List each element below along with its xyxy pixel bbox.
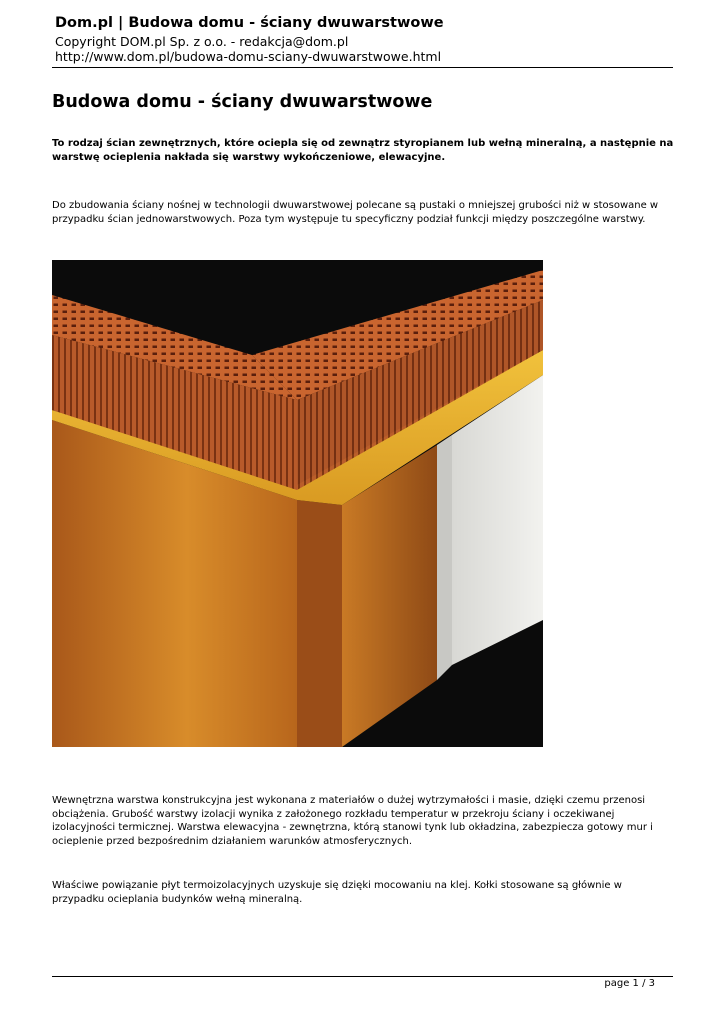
article-paragraph-2: Wewnętrzna warstwa konstrukcyjna jest wykonana z materiałów o dużej wytrzymałości i masie, dzięki czemu przenosi obciążenia. Grubość warstwy izolacji wynika z założonego rozkładu temperatur w przekroju ściany i oczekiwanej izolacyjności termicznej. Warstwa elewacyjna - zewnętrzna, którą stanowi tynk lub okładzina, zabezpiecza gotowy mur i ocieplenie przed bezpośrednim działaniem warunków atmosferycznych. xyxy=(52,795,653,847)
article-paragraph-3: Właściwe powiązanie płyt termoizolacyjnych uzyskuje się dzięki mocowaniu na klej. Kołki stosowane są głównie w przypadku ocieplania budynków wełną mineralną. xyxy=(52,880,622,905)
styrofoam-edge xyxy=(437,435,452,680)
document-header-title: Dom.pl | Budowa domu - ściany dwuwarstwowe xyxy=(55,15,444,31)
article-paragraph-1: Do zbudowania ściany nośnej w technologii dwuwarstwowej polecane są pustaki o mniejszej grubości niż w stosowane w przypadku ścian jednowarstwowych. Poza tym występuje tu specyficzny podział funkcji między poszczególne warstwy. xyxy=(52,200,659,225)
page-number: page 1 / 3 xyxy=(604,978,655,989)
footer-divider xyxy=(52,976,673,977)
article-title: Budowa domu - ściany dwuwarstwowe xyxy=(52,92,433,112)
mineral-wool-edge xyxy=(297,500,342,747)
wall-layers-photo xyxy=(52,260,543,747)
header-url: http://www.dom.pl/budowa-domu-sciany-dwuwarstwowe.html xyxy=(55,49,442,64)
header-copyright: Copyright DOM.pl Sp. z o.o. - redakcja@dom.pl xyxy=(55,34,349,49)
article-lead: To rodzaj ścian zewnętrznych, które ociepla się od zewnątrz styropianem lub wełną mineralną, a następnie na warstwę ocieplenia nakłada się warstwy wykończeniowe, elewacyjne. xyxy=(52,138,674,163)
header-divider xyxy=(52,67,673,68)
